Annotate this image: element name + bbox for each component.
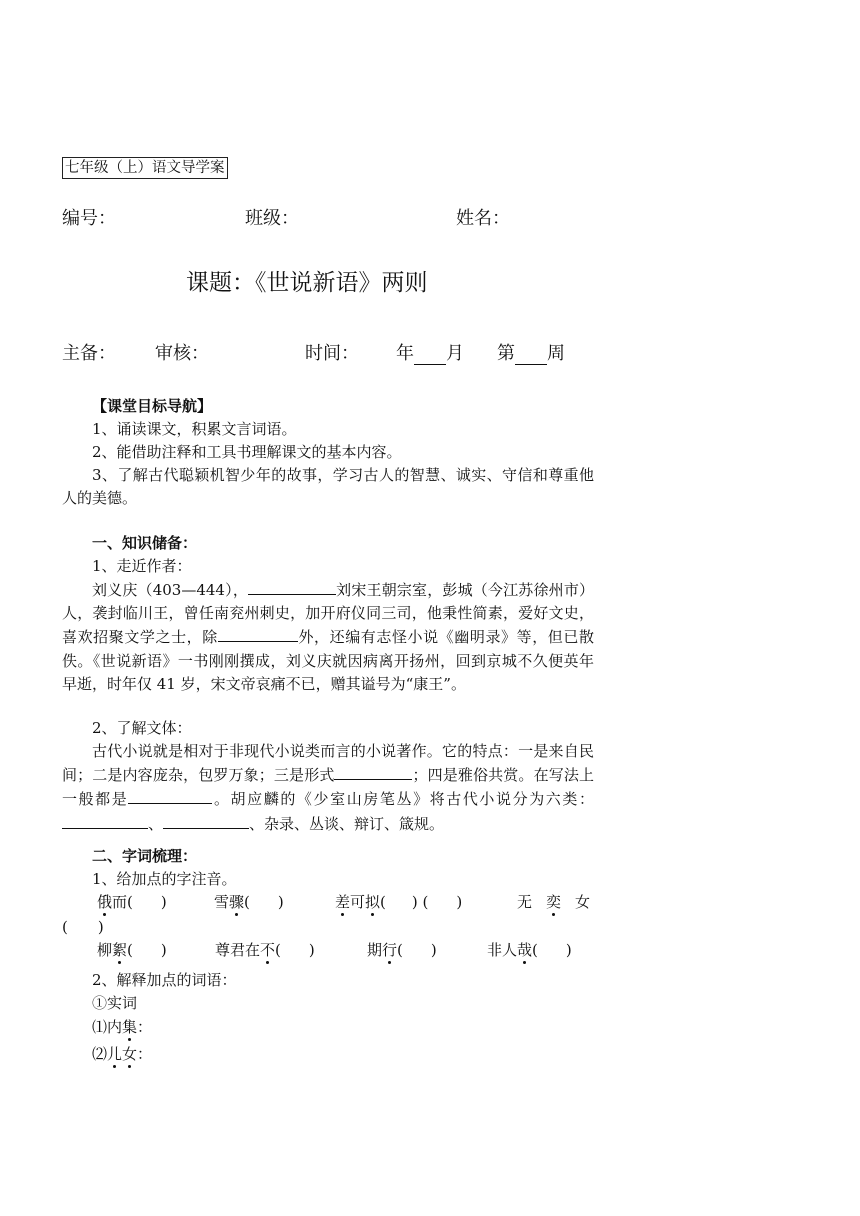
word-liu-xu: 柳絮( ): [97, 941, 167, 959]
week-blank[interactable]: [515, 346, 547, 365]
style-blank-3[interactable]: [62, 812, 148, 829]
pinyin-row-2: [62, 939, 594, 962]
week-row: [497, 339, 565, 365]
section2-heading: 二、字词梳理：: [92, 847, 198, 865]
course-label-box: [62, 157, 228, 179]
page-title: 课题：《世说新语》两则: [186, 270, 428, 296]
style-paragraph: [62, 740, 594, 836]
style-blank-4[interactable]: [163, 812, 249, 829]
section1-heading: 一、知识储备：: [92, 534, 198, 552]
week-prefix: 第: [497, 343, 515, 364]
author-blank-1[interactable]: [248, 578, 336, 595]
word-xue-zhou: 雪骤( ): [214, 893, 284, 911]
word-e-er: 俄而( ): [97, 893, 167, 911]
explain-heading: 2、解释加点的词语：: [92, 971, 237, 989]
class-label: 班级：: [245, 208, 299, 229]
style-blank-1[interactable]: [334, 763, 412, 780]
time-label: 时间：: [305, 343, 359, 364]
style-text-d: 、杂录、丛谈、辩订、箴规。: [249, 814, 445, 833]
month-label: 月: [446, 343, 464, 364]
explain-item-1: ⑴内集：: [92, 1018, 153, 1036]
style-sep: 、: [148, 814, 164, 833]
content-words-label: ①实词: [92, 994, 138, 1012]
style-text-a: 古代小说就是相对于非现代小说类而言的小说著作。它的特点：一是来自民间；二是内容庞杂，包罗万象；三是形式: [62, 742, 594, 785]
year-label: 年: [396, 343, 414, 364]
author-heading: 1、走近作者：: [92, 557, 192, 575]
goal-item-1: 1、诵读课文，积累文言词语。: [92, 420, 297, 438]
style-blank-2[interactable]: [128, 787, 212, 804]
date-row: [396, 339, 464, 365]
name-label: 姓名：: [456, 208, 510, 229]
word-fei-ren-zai: 非人哉( ): [487, 941, 572, 959]
week-label: 周: [547, 343, 565, 364]
word-cha-ke-ni: 差可拟( ) ( ): [335, 893, 463, 911]
pinyin-row-1-wrap: ( ): [62, 918, 104, 936]
author-text-a: 刘义庆（403—444），: [92, 581, 248, 599]
reviewer-label: 审核：: [155, 343, 209, 364]
word-wu-yi-nv: 无 奕 女: [517, 893, 591, 911]
preparer-label: 主备：: [62, 343, 116, 364]
goal-item-3: 3、了解古代聪颖机智少年的故事，学习古人的智慧、诚实、守信和尊重他人的美德。: [62, 466, 594, 508]
course-label: 七年级（上）语文导学案: [65, 160, 225, 176]
word-zun-jun: 尊君在不( ): [215, 941, 315, 959]
author-text-c: 外，还编有志怪小说《幽明录》等，但已散佚。《世说新语》一书刚刚撰成，刘义庆就因病离开扬州，回到京城不久便英年早逝，时年仅 41 岁，宋文帝哀痛不已，赠其谥号为“康王”。: [62, 628, 594, 693]
author-text-b: 刘宋王朝宗室，彭城（今江苏徐州市）人，袭封临川王，曾任南兖州刺史，加开府仪同三司，他秉性简素，爱好文史，喜欢招聚文学之士，除: [62, 581, 594, 647]
style-heading: 2、了解文体：: [92, 719, 192, 737]
goal-item-2: 2、能借助注释和工具书理解课文的基本内容。: [92, 443, 402, 461]
style-text-c: 。胡应麟的《少室山房笔丛》将古代小说分为六类：: [212, 790, 594, 809]
number-label: 编号：: [62, 208, 116, 229]
style-text-b: ；四是雅俗共赏。在写法上一般都是: [62, 766, 594, 809]
pinyin-row-1: [62, 891, 594, 914]
explain-item-2: ⑵儿女：: [92, 1045, 153, 1063]
author-blank-2[interactable]: [218, 625, 298, 642]
goals-heading: 【课堂目标导航】: [92, 397, 213, 415]
author-paragraph: [62, 578, 594, 696]
pinyin-heading: 1、给加点的字注音。: [92, 870, 237, 888]
word-qi-xing: 期行( ): [367, 941, 437, 959]
month-blank[interactable]: [414, 346, 446, 365]
